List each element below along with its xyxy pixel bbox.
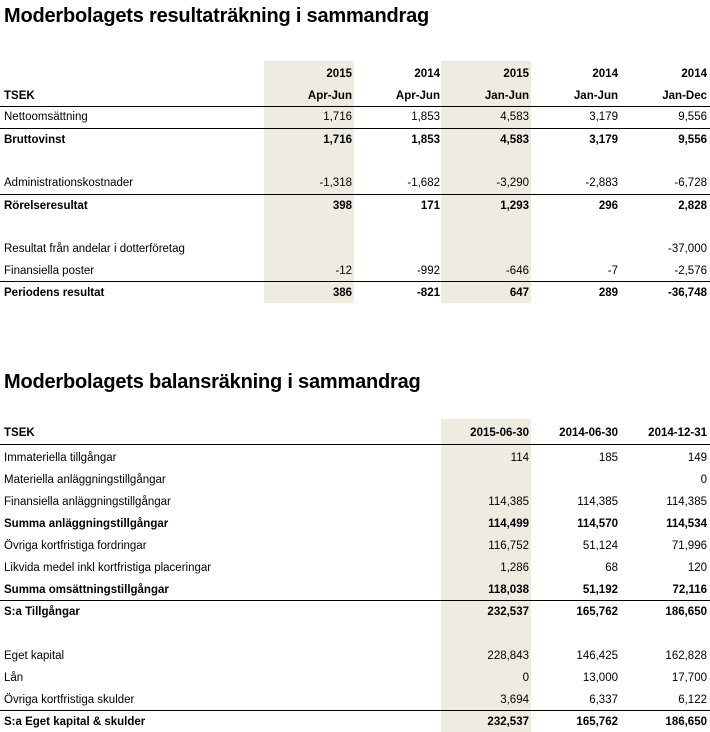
cell-value: 3,179	[589, 134, 618, 146]
balance-col-date: 2014-12-31	[648, 427, 707, 439]
cell-value: 17,700	[671, 672, 707, 684]
cell-value: 116,752	[488, 540, 529, 552]
income-col-year: 2014	[592, 68, 618, 80]
table-row	[0, 690, 710, 710]
table-row	[0, 130, 710, 150]
row-label: Eget kapital	[4, 650, 65, 662]
cell-value: 1,716	[323, 111, 352, 123]
cell-value: 4,583	[500, 111, 529, 123]
table-row	[0, 646, 710, 666]
table-row	[0, 580, 710, 600]
cell-value: 51,124	[582, 540, 618, 552]
cell-value: 185	[598, 452, 618, 464]
cell-value: 228,843	[487, 650, 529, 662]
cell-value: -7	[607, 265, 618, 277]
row-label: Rörelseresultat	[4, 200, 88, 212]
income-col-period: Jan-Dec	[662, 90, 707, 102]
cell-value: 296	[598, 200, 618, 212]
row-label: Övriga kortfristiga skulder	[4, 694, 135, 706]
cell-value: 1,716	[323, 134, 352, 146]
row-label: Administrationskostnader	[4, 177, 134, 189]
cell-value: 386	[332, 287, 352, 299]
table-row	[0, 196, 710, 216]
cell-value: 13,000	[582, 672, 618, 684]
cell-value: -821	[416, 287, 440, 299]
row-label: Nettoomsättning	[4, 111, 88, 123]
income-unit-label: TSEK	[4, 90, 35, 102]
balance-sheet-title: Moderbolagets balansräkning i sammandrag	[4, 371, 421, 393]
cell-value: 114,499	[488, 518, 529, 530]
cell-value: 72,116	[672, 584, 707, 596]
cell-value: 4,583	[500, 134, 529, 146]
table-row	[0, 668, 710, 688]
cell-value: 186,650	[665, 716, 707, 728]
balance-unit-label: TSEK	[4, 427, 35, 439]
cell-value: 1,293	[500, 200, 529, 212]
cell-value: 146,425	[576, 650, 618, 662]
cell-value: 1,853	[411, 111, 440, 123]
cell-value: 0	[522, 672, 529, 684]
cell-value: 71,996	[671, 540, 707, 552]
cell-value: 9,556	[678, 111, 707, 123]
table-row	[0, 514, 710, 534]
row-label: Likvida medel inkl kortfristiga placeringar	[4, 562, 212, 574]
row-label: Summa anläggningstillgångar	[4, 518, 169, 530]
cell-value: 114,570	[577, 518, 618, 530]
table-row	[0, 173, 710, 193]
balance-header-divider	[0, 444, 710, 445]
income-col-year: 2014	[681, 68, 707, 80]
row-divider	[0, 128, 710, 129]
cell-value: 1,286	[500, 562, 529, 574]
row-label: Övriga kortfristiga fordringar	[4, 540, 147, 552]
cell-value: -1,682	[407, 177, 440, 189]
table-row	[0, 536, 710, 556]
cell-value: 68	[605, 562, 618, 574]
income-col-year: 2015	[326, 68, 352, 80]
table-row	[0, 558, 710, 578]
cell-value: 120	[687, 562, 707, 574]
table-row	[0, 470, 710, 490]
table-row	[0, 107, 710, 127]
cell-value: -37,000	[667, 243, 707, 255]
cell-value: 114,385	[666, 496, 707, 508]
cell-value: 114,385	[488, 496, 529, 508]
cell-value: 3,179	[589, 111, 618, 123]
cell-value: 647	[509, 287, 529, 299]
cell-value: -2,883	[585, 177, 618, 189]
cell-value: 232,537	[487, 606, 529, 618]
row-label: S:a Tillgångar	[4, 606, 80, 618]
row-divider	[0, 710, 710, 711]
cell-value: 398	[332, 200, 352, 212]
row-label: Immateriella tillgångar	[4, 452, 117, 464]
income-statement-title: Moderbolagets resultaträkning i sammandrag	[4, 5, 430, 27]
cell-value: -1,318	[319, 177, 352, 189]
income-col-period: Jan-Jun	[573, 90, 618, 102]
cell-value: -3,290	[496, 177, 529, 189]
income-header-periods	[0, 86, 710, 106]
cell-value: 114,534	[666, 518, 707, 530]
cell-value: 2,828	[678, 200, 707, 212]
cell-value: 165,762	[576, 606, 618, 618]
income-header-years	[0, 64, 710, 84]
income-col-period: Apr-Jun	[307, 90, 352, 102]
cell-value: 165,762	[576, 716, 618, 728]
cell-value: 289	[598, 287, 618, 299]
row-label: Periodens resultat	[4, 287, 105, 299]
table-row	[0, 492, 710, 512]
balance-col-date: 2015-06-30	[470, 427, 529, 439]
cell-value: 232,537	[487, 716, 529, 728]
table-row	[0, 712, 710, 732]
cell-value: 0	[700, 474, 707, 486]
cell-value: 114,385	[577, 496, 618, 508]
cell-value: -12	[335, 265, 352, 277]
cell-value: 149	[687, 452, 707, 464]
table-row	[0, 602, 710, 622]
cell-value: 171	[420, 200, 440, 212]
income-col-year: 2015	[503, 68, 529, 80]
cell-value: -2,576	[674, 265, 707, 277]
row-label: S:a Eget kapital & skulder	[4, 716, 146, 728]
cell-value: -992	[416, 265, 440, 277]
balance-col-date: 2014-06-30	[559, 427, 618, 439]
income-col-period: Jan-Jun	[484, 90, 529, 102]
income-col-year: 2014	[414, 68, 440, 80]
row-label: Materiella anläggningstillgångar	[4, 474, 166, 486]
cell-value: 9,556	[678, 134, 707, 146]
table-row	[0, 283, 710, 303]
row-label: Resultat från andelar i dotterföretag	[4, 243, 185, 255]
row-label: Finansiella anläggningstillgångar	[4, 496, 171, 508]
table-row	[0, 261, 710, 281]
cell-value: 114	[510, 452, 529, 464]
cell-value: 162,828	[665, 650, 707, 662]
row-label: Bruttovinst	[4, 134, 66, 146]
cell-value: 3,694	[500, 694, 529, 706]
table-row	[0, 239, 710, 259]
cell-value: 6,122	[678, 694, 707, 706]
row-label: Finansiella poster	[4, 265, 95, 277]
table-row	[0, 448, 710, 468]
income-col-period: Apr-Jun	[395, 90, 440, 102]
cell-value: 186,650	[665, 606, 707, 618]
balance-header	[0, 423, 710, 443]
cell-value: 1,853	[411, 134, 440, 146]
row-label: Summa omsättningstillgångar	[4, 584, 169, 596]
cell-value: -36,748	[667, 287, 707, 299]
cell-value: -646	[505, 265, 529, 277]
cell-value: -6,728	[674, 177, 707, 189]
cell-value: 51,192	[582, 584, 618, 596]
row-divider	[0, 281, 710, 282]
cell-value: 6,337	[589, 694, 618, 706]
row-divider	[0, 194, 710, 195]
row-label: Lån	[4, 672, 24, 684]
cell-value: 118,038	[488, 584, 529, 596]
row-divider	[0, 600, 710, 601]
